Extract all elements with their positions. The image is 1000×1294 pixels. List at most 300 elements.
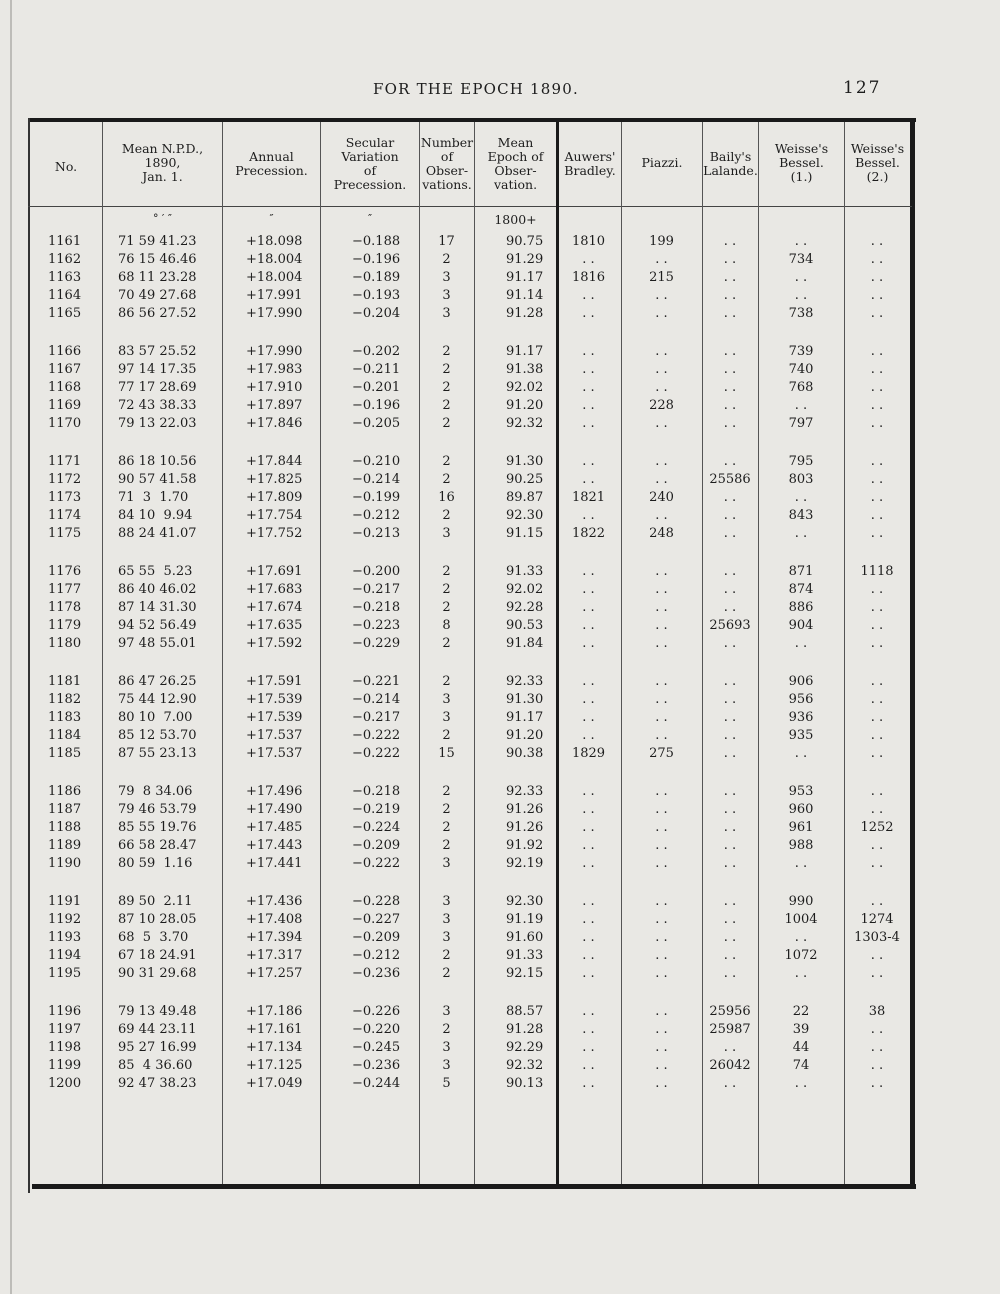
annual-precession: +17.846 <box>246 416 303 431</box>
table-row <box>28 525 910 543</box>
weisse-bessel-2-ref: . . <box>870 948 884 963</box>
secular-variation: −0.189 <box>352 270 401 285</box>
auwers-bradley-ref: . . <box>582 784 595 799</box>
mean-npd: 88 24 41.07 <box>118 526 197 541</box>
star-number: 1179 <box>48 618 82 633</box>
weisse-bessel-1-ref: 22 <box>792 1004 810 1019</box>
weisse-bessel-2-ref: . . <box>870 454 884 469</box>
mean-epoch: 91.30 <box>506 692 544 707</box>
weisse-bessel-1-ref: . . <box>794 1076 808 1091</box>
mean-npd: 97 14 17.35 <box>118 362 197 377</box>
baily-lalande-ref: . . <box>723 564 737 579</box>
secular-variation: −0.214 <box>352 472 401 487</box>
baily-lalande-ref: . . <box>723 966 737 981</box>
auwers-bradley-ref: . . <box>582 966 595 981</box>
annual-precession: +17.897 <box>246 398 303 413</box>
observation-count: 16 <box>438 490 455 505</box>
weisse-bessel-2-ref: . . <box>870 380 884 395</box>
mean-npd: 79 46 53.79 <box>118 802 197 817</box>
annual-precession: +17.537 <box>246 746 303 761</box>
baily-lalande-ref: . . <box>723 1076 737 1091</box>
table-row <box>28 305 910 323</box>
secular-variation: −0.210 <box>352 454 401 469</box>
annual-precession: +17.257 <box>246 966 303 981</box>
piazzi-ref: . . <box>655 362 668 377</box>
weisse-bessel-2-ref: . . <box>870 600 884 615</box>
mean-epoch: 91.84 <box>506 636 544 651</box>
weisse-bessel-1-ref: . . <box>794 966 808 981</box>
secular-variation: −0.211 <box>352 362 401 377</box>
auwers-bradley-ref: . . <box>582 1004 595 1019</box>
star-number: 1196 <box>48 1004 82 1019</box>
table-bottom-rule <box>32 1184 916 1189</box>
observation-count: 3 <box>442 288 451 303</box>
table-row <box>28 801 910 819</box>
auwers-bradley-ref: . . <box>582 398 595 413</box>
secular-variation: −0.227 <box>352 912 401 927</box>
annual-precession: +17.537 <box>246 728 303 743</box>
baily-lalande-ref: . . <box>723 838 737 853</box>
piazzi-ref: . . <box>655 1058 668 1073</box>
weisse-bessel-1-ref: 739 <box>788 344 814 359</box>
auwers-bradley-ref: . . <box>582 472 595 487</box>
mean-npd: 83 57 25.52 <box>118 344 197 359</box>
piazzi-ref: . . <box>655 564 668 579</box>
header-number-of-observations: Number of Obser- vations. <box>420 135 474 192</box>
observation-count: 3 <box>442 1004 451 1019</box>
star-number: 1199 <box>48 1058 82 1073</box>
star-number: 1181 <box>48 674 82 689</box>
weisse-bessel-2-ref: . . <box>870 398 884 413</box>
mean-npd: 87 55 23.13 <box>118 746 197 761</box>
observation-count: 2 <box>442 674 451 689</box>
annual-precession: +17.443 <box>246 838 303 853</box>
star-number: 1161 <box>48 234 82 249</box>
star-number: 1165 <box>48 306 82 321</box>
observation-count: 2 <box>442 636 451 651</box>
star-number: 1193 <box>48 930 82 945</box>
auwers-bradley-ref: 1821 <box>571 490 606 505</box>
mean-npd: 85 4 36.60 <box>118 1058 193 1073</box>
auwers-bradley-ref: . . <box>582 930 595 945</box>
table-row <box>28 471 910 489</box>
observation-count: 2 <box>442 728 451 743</box>
weisse-bessel-2-ref: 1252 <box>860 820 894 835</box>
piazzi-ref: 275 <box>649 746 674 761</box>
baily-lalande-ref: . . <box>723 930 737 945</box>
star-number: 1168 <box>48 380 82 395</box>
baily-lalande-ref: . . <box>723 416 737 431</box>
piazzi-ref: . . <box>655 710 668 725</box>
auwers-bradley-ref: . . <box>582 564 595 579</box>
baily-lalande-ref: . . <box>723 344 737 359</box>
table-top-rule <box>28 118 916 122</box>
observation-count: 2 <box>442 362 451 377</box>
header-weisse-bessel-2: Weisse's Bessel. (2.) <box>850 141 905 184</box>
auwers-bradley-ref: . . <box>582 728 595 743</box>
weisse-bessel-1-ref: 935 <box>788 728 814 743</box>
weisse-bessel-1-ref: 871 <box>788 564 814 579</box>
mean-epoch: 91.26 <box>506 802 544 817</box>
piazzi-ref: . . <box>655 930 668 945</box>
mean-npd: 85 12 53.70 <box>118 728 197 743</box>
baily-lalande-ref: . . <box>723 894 737 909</box>
annual-precession: +17.161 <box>246 1022 303 1037</box>
annual-precession: +17.436 <box>246 894 303 909</box>
observation-count: 3 <box>442 270 451 285</box>
observation-count: 2 <box>442 380 451 395</box>
star-number: 1197 <box>48 1022 82 1037</box>
annual-precession: +17.485 <box>246 820 303 835</box>
mean-npd: 71 59 41.23 <box>118 234 197 249</box>
piazzi-ref: . . <box>655 966 668 981</box>
mean-epoch: 92.15 <box>506 966 544 981</box>
mean-epoch: 92.28 <box>506 600 544 615</box>
piazzi-ref: . . <box>655 454 668 469</box>
auwers-bradley-ref: . . <box>582 252 595 267</box>
table-row <box>28 727 910 745</box>
star-number: 1171 <box>48 454 82 469</box>
mean-npd: 85 55 19.76 <box>118 820 197 835</box>
star-number: 1169 <box>48 398 82 413</box>
mean-epoch: 92.02 <box>506 582 544 597</box>
table-right-rule <box>910 118 915 1188</box>
auwers-bradley-ref: . . <box>582 636 595 651</box>
baily-lalande-ref: . . <box>723 674 737 689</box>
mean-epoch: 91.33 <box>506 948 544 963</box>
weisse-bessel-2-ref: . . <box>870 270 884 285</box>
mean-epoch: 88.57 <box>506 1004 544 1019</box>
observation-count: 3 <box>442 692 451 707</box>
secular-variation: −0.228 <box>352 894 401 909</box>
table-row <box>28 1057 910 1075</box>
annual-precession: +18.098 <box>246 234 303 249</box>
mean-epoch: 91.17 <box>506 270 544 285</box>
star-number: 1187 <box>48 802 82 817</box>
auwers-bradley-ref: . . <box>582 380 595 395</box>
auwers-bradley-ref: . . <box>582 454 595 469</box>
star-number: 1195 <box>48 966 82 981</box>
weisse-bessel-2-ref: . . <box>870 728 884 743</box>
weisse-bessel-2-ref: 1274 <box>860 912 894 927</box>
baily-lalande-ref: 26042 <box>709 1058 751 1073</box>
weisse-bessel-1-ref: 906 <box>788 674 814 689</box>
star-number: 1189 <box>48 838 82 853</box>
unit-secular: ″ <box>367 212 373 225</box>
mean-npd: 94 52 56.49 <box>118 618 197 633</box>
piazzi-ref: . . <box>655 1022 668 1037</box>
secular-variation: −0.219 <box>352 802 401 817</box>
weisse-bessel-2-ref: . . <box>870 894 884 909</box>
star-number: 1192 <box>48 912 82 927</box>
piazzi-ref: . . <box>655 618 668 633</box>
mean-epoch: 92.33 <box>506 784 544 799</box>
secular-variation: −0.213 <box>352 526 401 541</box>
weisse-bessel-1-ref: 795 <box>788 454 814 469</box>
baily-lalande-ref: . . <box>723 270 737 285</box>
weisse-bessel-1-ref: 988 <box>788 838 814 853</box>
secular-variation: −0.217 <box>352 710 401 725</box>
annual-precession: +17.125 <box>246 1058 303 1073</box>
star-number: 1191 <box>48 894 82 909</box>
auwers-bradley-ref: 1829 <box>571 746 606 761</box>
baily-lalande-ref: . . <box>723 802 737 817</box>
weisse-bessel-2-ref: . . <box>870 802 884 817</box>
auwers-bradley-ref: . . <box>582 948 595 963</box>
star-number: 1178 <box>48 600 82 615</box>
mean-epoch: 91.92 <box>506 838 544 853</box>
mean-npd: 87 14 31.30 <box>118 600 197 615</box>
annual-precession: +17.496 <box>246 784 303 799</box>
star-number: 1194 <box>48 948 82 963</box>
weisse-bessel-2-ref: . . <box>870 526 884 541</box>
table-row <box>28 361 910 379</box>
weisse-bessel-1-ref: 797 <box>788 416 814 431</box>
secular-variation: −0.205 <box>352 416 401 431</box>
table-row <box>28 251 910 269</box>
star-number: 1182 <box>48 692 82 707</box>
mean-epoch: 89.87 <box>506 490 544 505</box>
weisse-bessel-2-ref: . . <box>870 416 884 431</box>
table-row <box>28 543 910 581</box>
table-row <box>28 581 910 599</box>
weisse-bessel-1-ref: . . <box>794 270 808 285</box>
mean-epoch: 92.30 <box>506 894 544 909</box>
annual-precession: +18.004 <box>246 270 303 285</box>
observation-count: 2 <box>442 398 451 413</box>
mean-epoch: 91.17 <box>506 710 544 725</box>
secular-variation: −0.196 <box>352 398 401 413</box>
table-row <box>28 1021 910 1039</box>
unit-epoch: 1800+ <box>494 212 537 227</box>
auwers-bradley-ref: . . <box>582 508 595 523</box>
star-number: 1170 <box>48 416 82 431</box>
piazzi-ref: . . <box>655 728 668 743</box>
weisse-bessel-1-ref: 740 <box>788 362 814 377</box>
star-number: 1163 <box>48 270 82 285</box>
mean-npd: 87 10 28.05 <box>118 912 197 927</box>
secular-variation: −0.204 <box>352 306 401 321</box>
star-number: 1200 <box>48 1076 82 1091</box>
annual-precession: +17.592 <box>246 636 303 651</box>
annual-precession: +17.752 <box>246 526 303 541</box>
auwers-bradley-ref: . . <box>582 416 595 431</box>
star-number: 1176 <box>48 564 82 579</box>
weisse-bessel-2-ref: . . <box>870 1058 884 1073</box>
baily-lalande-ref: . . <box>723 398 737 413</box>
secular-variation: −0.212 <box>352 508 401 523</box>
baily-lalande-ref: . . <box>723 288 737 303</box>
table-row <box>28 287 910 305</box>
baily-lalande-ref: . . <box>723 454 737 469</box>
secular-variation: −0.218 <box>352 784 401 799</box>
auwers-bradley-ref: . . <box>582 894 595 909</box>
piazzi-ref: . . <box>655 674 668 689</box>
auwers-bradley-ref: . . <box>582 1076 595 1091</box>
mean-npd: 80 10 7.00 <box>118 710 193 725</box>
annual-precession: +17.049 <box>246 1076 303 1091</box>
unit-annual: ″ <box>269 212 274 225</box>
mean-epoch: 92.30 <box>506 508 544 523</box>
weisse-bessel-2-ref: . . <box>870 1076 884 1091</box>
piazzi-ref: . . <box>655 288 668 303</box>
secular-variation: −0.201 <box>352 380 401 395</box>
baily-lalande-ref: . . <box>723 728 737 743</box>
mean-epoch: 91.20 <box>506 728 544 743</box>
piazzi-ref: . . <box>655 894 668 909</box>
observation-count: 2 <box>442 416 451 431</box>
auwers-bradley-ref: . . <box>582 692 595 707</box>
secular-variation: −0.236 <box>352 966 401 981</box>
mean-epoch: 91.19 <box>506 912 544 927</box>
auwers-bradley-ref: . . <box>582 1022 595 1037</box>
observation-count: 8 <box>442 618 451 633</box>
secular-variation: −0.220 <box>352 1022 401 1037</box>
weisse-bessel-1-ref: 738 <box>788 306 814 321</box>
mean-npd: 79 13 49.48 <box>118 1004 197 1019</box>
observation-count: 2 <box>442 454 451 469</box>
mean-npd: 86 47 26.25 <box>118 674 197 689</box>
annual-precession: +17.844 <box>246 454 303 469</box>
mean-npd: 86 18 10.56 <box>118 454 197 469</box>
annual-precession: +17.991 <box>246 288 303 303</box>
table-row <box>28 379 910 397</box>
piazzi-ref: . . <box>655 948 668 963</box>
mean-npd: 67 18 24.91 <box>118 948 197 963</box>
mean-epoch: 91.17 <box>506 344 544 359</box>
baily-lalande-ref: . . <box>723 820 737 835</box>
mean-epoch: 91.60 <box>506 930 544 945</box>
weisse-bessel-1-ref: . . <box>794 288 808 303</box>
piazzi-ref: . . <box>655 306 668 321</box>
baily-lalande-ref: . . <box>723 306 737 321</box>
weisse-bessel-2-ref: . . <box>870 288 884 303</box>
auwers-bradley-ref: 1816 <box>571 270 606 285</box>
mean-npd: 72 43 38.33 <box>118 398 197 413</box>
secular-variation: −0.226 <box>352 1004 401 1019</box>
table-row <box>28 929 910 947</box>
star-number: 1177 <box>48 582 82 597</box>
mean-epoch: 92.19 <box>506 856 544 871</box>
auwers-bradley-ref: . . <box>582 820 595 835</box>
observation-count: 2 <box>442 508 451 523</box>
mean-npd: 75 44 12.90 <box>118 692 197 707</box>
observation-count: 2 <box>442 838 451 853</box>
table-row <box>28 433 910 471</box>
piazzi-ref: 215 <box>649 270 674 285</box>
table-row <box>28 1039 910 1057</box>
baily-lalande-ref: . . <box>723 490 737 505</box>
secular-variation: −0.229 <box>352 636 401 651</box>
mean-npd: 97 48 55.01 <box>118 636 197 651</box>
secular-variation: −0.244 <box>352 1076 401 1091</box>
observation-count: 2 <box>442 252 451 267</box>
mean-npd: 68 11 23.28 <box>118 270 197 285</box>
piazzi-ref: . . <box>655 838 668 853</box>
annual-precession: +17.490 <box>246 802 303 817</box>
running-title: FOR THE EPOCH 1890. <box>373 80 579 98</box>
auwers-bradley-ref: . . <box>582 1058 595 1073</box>
mean-npd: 76 15 46.46 <box>118 252 197 267</box>
weisse-bessel-1-ref: 74 <box>792 1058 810 1073</box>
table-row <box>28 635 910 653</box>
unit-npd: ° ′ ″ <box>152 212 173 225</box>
data-table <box>28 233 910 1093</box>
weisse-bessel-1-ref: 1072 <box>784 948 818 963</box>
piazzi-ref: . . <box>655 252 668 267</box>
annual-precession: +17.591 <box>246 674 303 689</box>
weisse-bessel-1-ref: . . <box>794 746 808 761</box>
auwers-bradley-ref: . . <box>582 912 595 927</box>
header-auwers-bradley: Auwers' Bradley. <box>564 149 616 178</box>
weisse-bessel-2-ref: . . <box>870 252 884 267</box>
baily-lalande-ref: . . <box>723 710 737 725</box>
weisse-bessel-2-ref: . . <box>870 344 884 359</box>
mean-epoch: 91.26 <box>506 820 544 835</box>
secular-variation: −0.217 <box>352 582 401 597</box>
star-number: 1162 <box>48 252 82 267</box>
weisse-bessel-1-ref: 44 <box>792 1040 810 1055</box>
page-gutter-line <box>10 0 12 1294</box>
baily-lalande-ref: . . <box>723 856 737 871</box>
piazzi-ref: 240 <box>649 490 674 505</box>
annual-precession: +17.539 <box>246 692 303 707</box>
weisse-bessel-1-ref: 1004 <box>784 912 818 927</box>
piazzi-ref: . . <box>655 1004 668 1019</box>
mean-npd: 68 5 3.70 <box>118 930 189 945</box>
secular-variation: −0.199 <box>352 490 401 505</box>
piazzi-ref: . . <box>655 344 668 359</box>
auwers-bradley-ref: . . <box>582 306 595 321</box>
mean-epoch: 90.25 <box>506 472 544 487</box>
weisse-bessel-1-ref: . . <box>794 930 808 945</box>
table-row <box>28 323 910 361</box>
annual-precession: +17.134 <box>246 1040 303 1055</box>
table-row <box>28 911 910 929</box>
baily-lalande-ref: . . <box>723 380 737 395</box>
header-mean-epoch: Mean Epoch of Obser- vation. <box>487 135 544 192</box>
mean-npd: 86 56 27.52 <box>118 306 197 321</box>
annual-precession: +17.809 <box>246 490 303 505</box>
baily-lalande-ref: . . <box>723 362 737 377</box>
baily-lalande-ref: . . <box>723 948 737 963</box>
table-row <box>28 947 910 965</box>
table-row <box>28 855 910 873</box>
mean-npd: 79 8 34.06 <box>118 784 193 799</box>
baily-lalande-ref: . . <box>723 746 737 761</box>
table-row <box>28 507 910 525</box>
observation-count: 3 <box>442 526 451 541</box>
mean-npd: 77 17 28.69 <box>118 380 197 395</box>
mean-epoch: 91.29 <box>506 252 544 267</box>
weisse-bessel-1-ref: 886 <box>788 600 814 615</box>
secular-variation: −0.222 <box>352 746 401 761</box>
star-number: 1174 <box>48 508 82 523</box>
mean-epoch: 91.30 <box>506 454 544 469</box>
mean-epoch: 91.33 <box>506 564 544 579</box>
mean-epoch: 90.38 <box>506 746 544 761</box>
mean-npd: 71 3 1.70 <box>118 490 189 505</box>
mean-npd: 65 55 5.23 <box>118 564 193 579</box>
table-row <box>28 489 910 507</box>
baily-lalande-ref: . . <box>723 912 737 927</box>
star-number: 1172 <box>48 472 82 487</box>
observation-count: 3 <box>442 912 451 927</box>
piazzi-ref: . . <box>655 472 668 487</box>
header-baily-lalande: Baily's Lalande. <box>703 149 758 178</box>
weisse-bessel-1-ref: 843 <box>788 508 814 523</box>
observation-count: 5 <box>442 1076 451 1091</box>
